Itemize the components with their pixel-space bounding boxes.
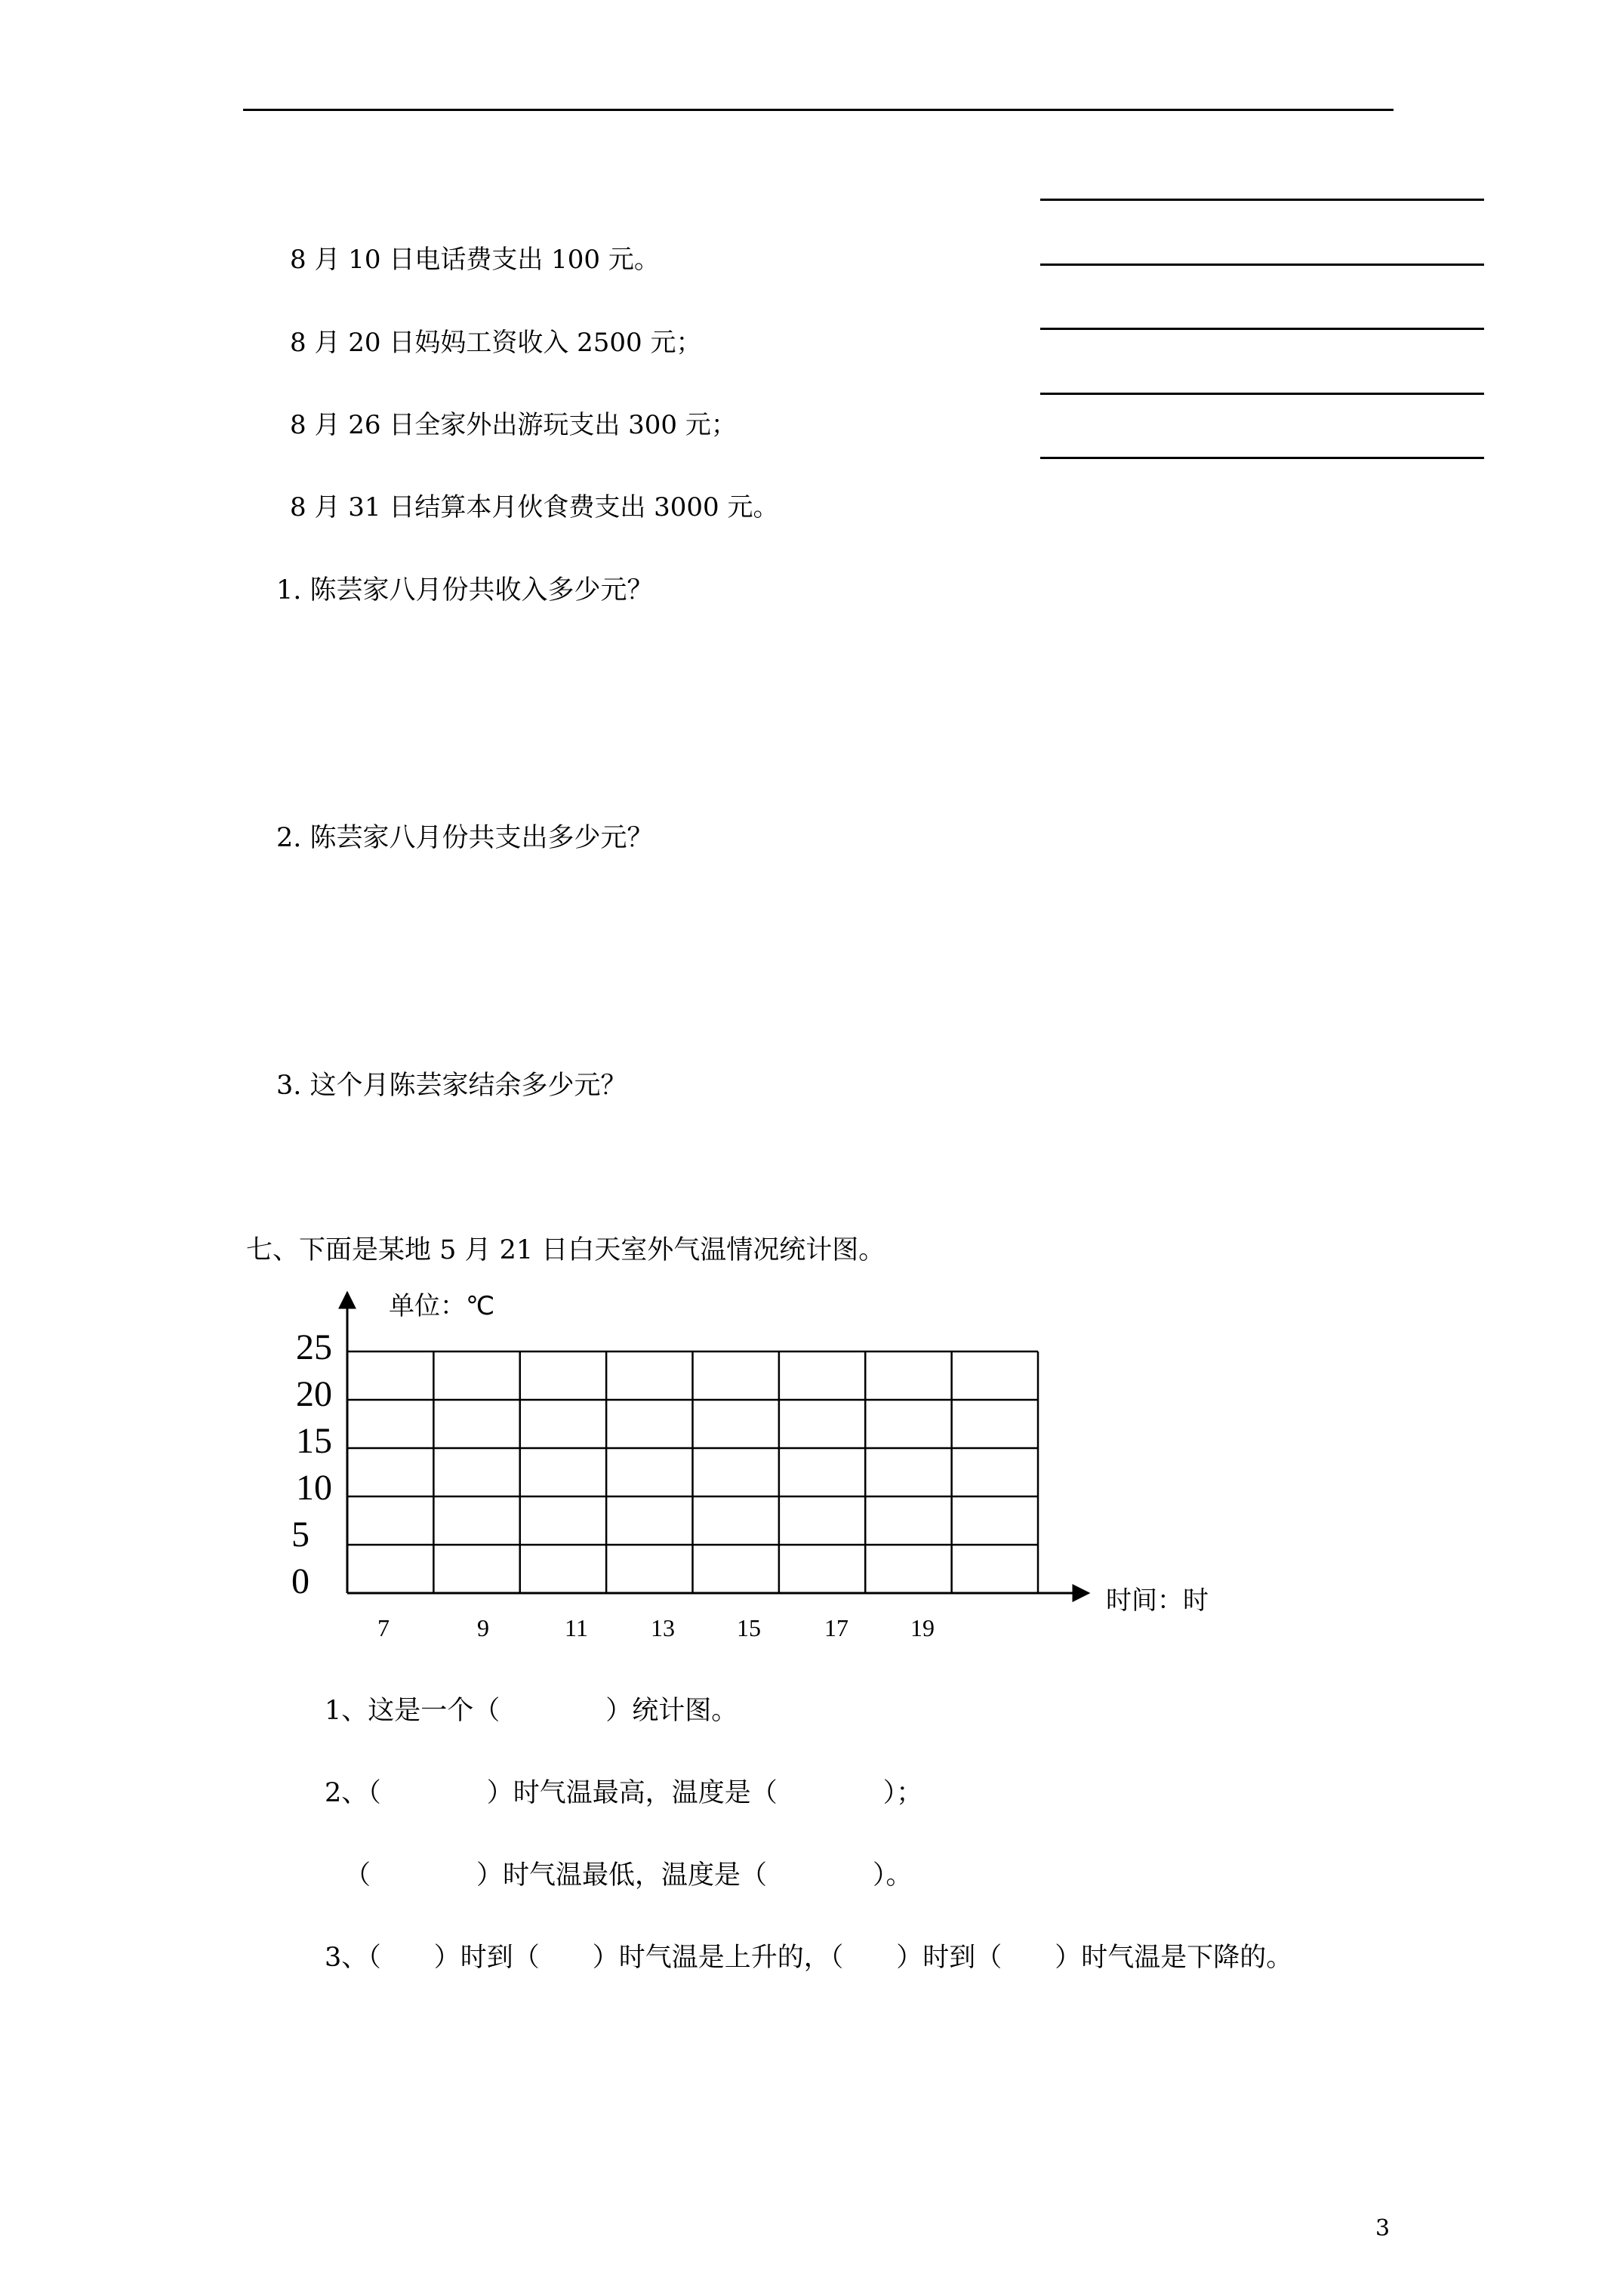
x-tick-label: 19 [910,1614,935,1641]
answer-line[interactable] [1040,199,1484,201]
question-balance: 3. 这个月陈芸家结余多少元？ [276,1071,627,1101]
x-tick-label: 7 [377,1614,390,1641]
y-tick-label: 0 [291,1561,310,1601]
answer-line[interactable] [1040,457,1484,459]
question-lowest: （ ）时气温最低，温度是（ ）。 [344,1860,913,1891]
answer-line[interactable] [1040,393,1484,395]
ledger-entry: 8 月 20 日妈妈工资收入 2500 元； [290,328,702,358]
answer-line[interactable] [1040,264,1484,266]
y-tick-label: 15 [296,1421,332,1461]
question-expense: 2. 陈芸家八月份共支出多少元？ [276,823,654,853]
y-tick-label: 10 [296,1468,332,1508]
page-number: 3 [1375,2215,1390,2242]
x-axis-title: 时间：时 [1106,1586,1209,1616]
x-tick-label: 15 [737,1614,761,1641]
y-tick-label: 25 [296,1327,332,1367]
y-tick-label: 5 [291,1515,310,1555]
ledger-entry: 8 月 10 日电话费支出 100 元。 [290,245,660,275]
x-tick-label: 17 [824,1614,848,1641]
x-tick-label: 13 [651,1614,675,1641]
y-axis-title: 单位：℃ [389,1291,495,1321]
section7-heading: 七、下面是某地 5 月 21 日白天室外气温情况统计图。 [246,1235,885,1265]
x-tick-label: 11 [565,1614,588,1641]
question-highest: 2、（ ）时气温最高，温度是（ ）； [325,1778,923,1808]
question-chart-type: 1、这是一个（ ）统计图。 [325,1696,738,1726]
ledger-entry: 8 月 26 日全家外出游玩支出 300 元； [290,410,737,440]
chart-grid [347,1351,1038,1593]
chart-svg [287,1284,1419,1676]
ledger-entry: 8 月 31 日结算本月伙食费支出 3000 元。 [290,492,779,522]
question-trend: 3、（ ）时到（ ）时气温是上升的，（ ）时到（ ）时气温是下降的。 [325,1943,1293,1973]
header-rule [243,109,1394,111]
question-income: 1. 陈芸家八月份共收入多少元？ [276,575,654,606]
x-tick-label: 9 [477,1614,489,1641]
y-tick-label: 20 [296,1374,332,1414]
answer-line[interactable] [1040,328,1484,330]
